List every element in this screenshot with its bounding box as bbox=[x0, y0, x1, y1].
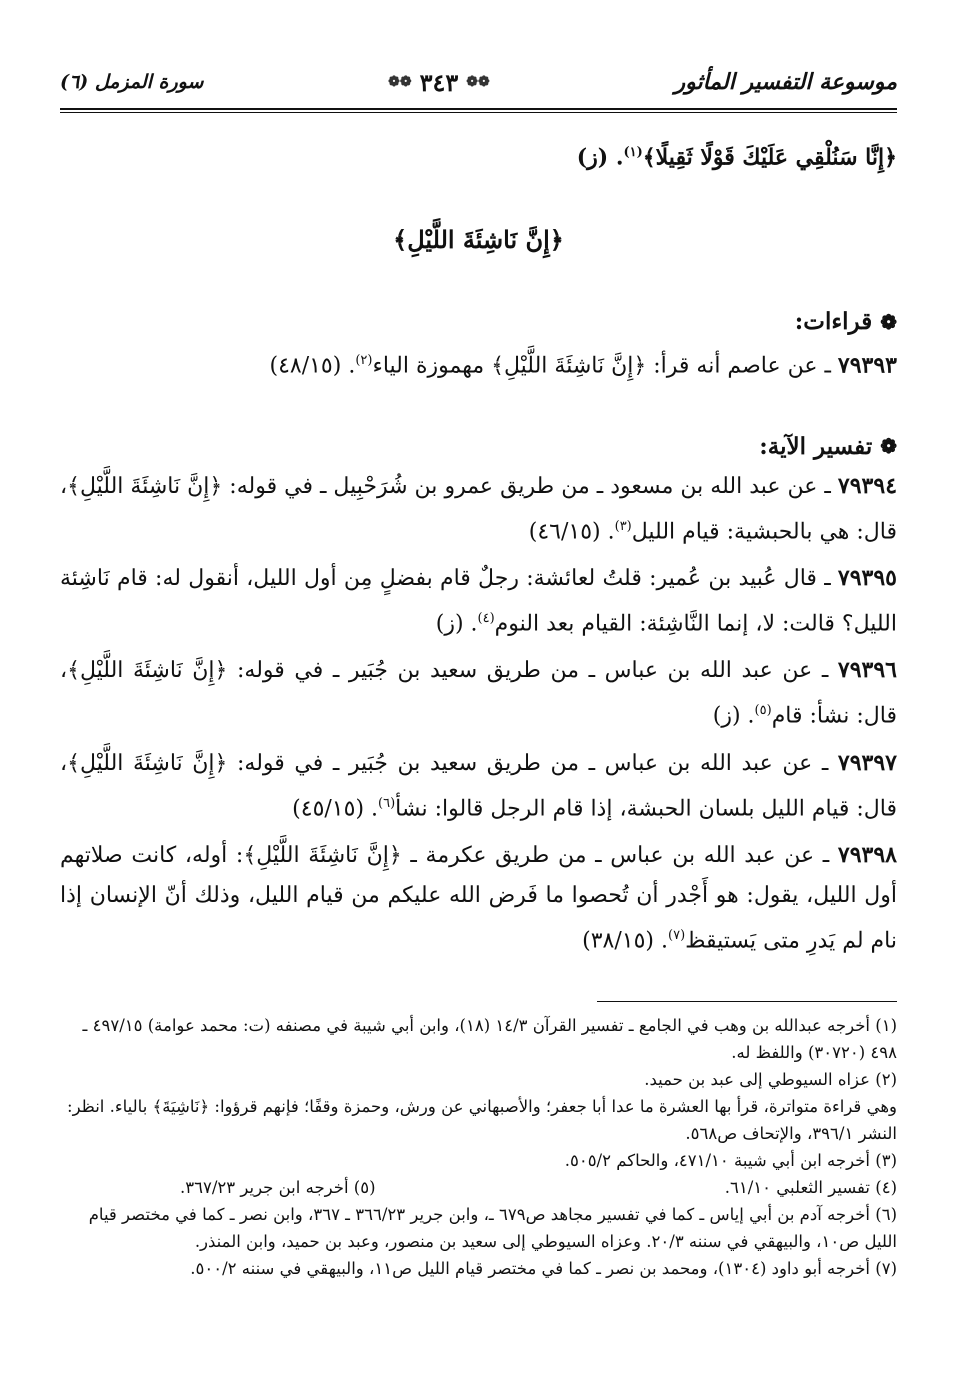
footnote-row bbox=[60, 1174, 897, 1201]
entry bbox=[60, 558, 897, 644]
verse-text: ﴿إِنَّا سَنُلْقِي عَلَيْكَ قَوْلًا ثَقِيلًا﴾ bbox=[642, 144, 897, 171]
footnote-ref: (٧) bbox=[668, 927, 686, 943]
footnote: وهي قراءة متواترة، قرأ بها العشرة ما عدا أبا جعفر؛ والأصبهاني عن ورش، وحمزة وقفًا؛ فإنهم قرؤوا: ﴿نَاشِيَةَ﴾ بالياء. انظر: النشر ٣٩٦/١، والإتحاف ص٥٦٨. bbox=[67, 1097, 897, 1144]
section-title: قراءات: bbox=[794, 308, 873, 336]
entry-text: ـ عن عبد الله بن عباس ـ من طريق عكرمة ـ ﴿إِنَّ نَاشِئَةَ اللَّيْلِ﴾: أوله، كانت صلاتهم أول الليل، يقول: هو أَجْدر أن تُحصوا ما فَرض الله عليكم من قيام الليل، وذلك أنّ الإنسان إذا نام لم يَدرِ متى يَستيقظ bbox=[60, 842, 897, 954]
entry bbox=[60, 743, 897, 829]
book-title: موسوعة التفسير المأثور bbox=[674, 69, 897, 95]
entry-source: . (٣٨/١٥) bbox=[582, 928, 668, 954]
footnote-ref: (٤) bbox=[477, 610, 495, 626]
surah-title: سورة المزمل (٦) bbox=[60, 71, 204, 93]
entry bbox=[60, 650, 897, 736]
entry-number: ٧٩٣٩٧ bbox=[837, 749, 897, 776]
footnote: (٧) أخرجه أبو داود (١٣٠٤)، ومحمد بن نصر ـ كما في مختصر قيام الليل ص١١، والبيهقي في سننه ٥٠٠/٢. bbox=[190, 1259, 897, 1279]
ornament-icon: ❁❁ bbox=[466, 74, 490, 90]
entry bbox=[60, 341, 897, 386]
footnote-ref: (٥) bbox=[754, 703, 772, 719]
header-rule bbox=[60, 108, 897, 110]
section-tafsir bbox=[60, 433, 897, 460]
entry-text: ـ عن عبد الله بن عباس ـ من طريق سعيد بن جُبَير ـ في قوله: ﴿إِنَّ نَاشِئَةَ اللَّيْلِ﴾، قال: نشأ: قام bbox=[60, 658, 897, 729]
entry-source: . (ز) bbox=[712, 703, 755, 729]
footnote: (١) أخرجه عبدالله بن وهب في الجامع ـ تفسير القرآن ١٤/٣ (١٨)، وابن أبي شيبة في مصنفه (ت: محمد عوامة) ٤٩٧/١٥ ـ ٤٩٨ (٣٠٧٢٠) واللفظ له. bbox=[82, 1016, 897, 1063]
header-rule-thin bbox=[60, 112, 897, 113]
ayah-heading: ﴿إِنَّ نَاشِئَةَ اللَّيْلِ﴾ bbox=[393, 225, 564, 255]
footnote: (٢) عزاه السيوطي إلى عبد بن حميد. bbox=[644, 1070, 897, 1090]
page-number-group bbox=[388, 68, 490, 97]
section-qiraat bbox=[60, 308, 897, 335]
entry-number: ٧٩٣٩٥ bbox=[837, 564, 897, 591]
section-title: تفسير الآية: bbox=[759, 432, 873, 460]
ornament-icon: ❁❁ bbox=[388, 74, 412, 90]
page-header bbox=[60, 62, 897, 102]
entry-source: . (٤٨/١٥) bbox=[269, 353, 356, 379]
entry-text: ـ عن عبد الله بن مسعود ـ من طريق عمرو بن شُرَحْبِيل ـ في قوله: ﴿إِنَّ نَاشِئَةَ اللَّيْلِ﴾، قال: هي بالحبشية: قيام الليل bbox=[60, 473, 897, 544]
footnote: (٦) أخرجه آدم بن أبي إياس ـ كما في تفسير مجاهد ص٦٧٩ ـ، وابن جرير ٣٦٦/٢٣ ـ ٣٦٧، وابن نصر ـ كما في مختصر قيام الليل ص١٠، والبيهقي في سننه ٢٠/٣. وعزاه السيوطي إلى سعيد بن منصور، وعبد بن حميد، وابن المنذر. bbox=[88, 1205, 897, 1252]
verse-suffix: . (ز) bbox=[576, 144, 624, 171]
footnote-ref: (١) bbox=[623, 145, 643, 160]
entry-number: ٧٩٣٩٨ bbox=[837, 841, 897, 868]
footnote-separator bbox=[597, 1001, 897, 1002]
footnote-ref: (٢) bbox=[355, 353, 373, 369]
footnote: (٥) أخرجه ابن جرير ٣٦٧/٢٣. bbox=[180, 1178, 376, 1198]
entry bbox=[60, 466, 897, 552]
page-number: ٣٤٣ bbox=[419, 67, 459, 97]
entry-text: ـ عن عاصم أنه قرأ: ﴿إِنَّ نَاشِئَةَ اللَّيْلِ﴾ مهموزة الياء bbox=[372, 353, 831, 379]
verse-line bbox=[60, 135, 897, 175]
entry-number: ٧٩٣٩٣ bbox=[837, 352, 897, 379]
entry-source: . (٤٦/١٥) bbox=[528, 518, 615, 544]
entry-number: ٧٩٣٩٦ bbox=[837, 657, 897, 684]
entry-text: ـ قال عُبيد بن عُمير: قلتُ لعائشة: رجلٌ قام بفضلٍ مِن أول الليل، أنقول له: قام نَاشِئة الليل؟ قالت: لا، إنما النَّاشِئة: القيام بعد النوم bbox=[60, 565, 897, 637]
footnote: (٤) تفسير الثعلبي ٦١/١٠. bbox=[724, 1178, 897, 1198]
entry-text: ـ عن عبد الله بن عباس ـ من طريق سعيد بن جُبَير ـ في قوله: ﴿إِنَّ نَاشِئَةَ اللَّيْلِ﴾، قال: قيام الليل بلسان الحبشة، إذا قام الرجل قالوا: نشأ bbox=[60, 750, 897, 821]
footnote-ref: (٦) bbox=[378, 795, 396, 811]
entry-number: ٧٩٣٩٤ bbox=[837, 472, 898, 499]
flower-icon: ❁ bbox=[880, 309, 897, 334]
entry-source: . (ز) bbox=[435, 611, 478, 637]
footnotes bbox=[60, 1012, 897, 1282]
footnote-ref: (٣) bbox=[614, 518, 632, 534]
page bbox=[60, 62, 897, 1282]
flower-icon: ❁ bbox=[880, 434, 897, 459]
entry bbox=[60, 835, 897, 961]
footnote: (٣) أخرجه ابن أبي شيبة ٤٧١/١٠، والحاكم ٥٠٥/٢. bbox=[564, 1151, 897, 1171]
entry-source: . (٤٥/١٥) bbox=[292, 795, 379, 821]
